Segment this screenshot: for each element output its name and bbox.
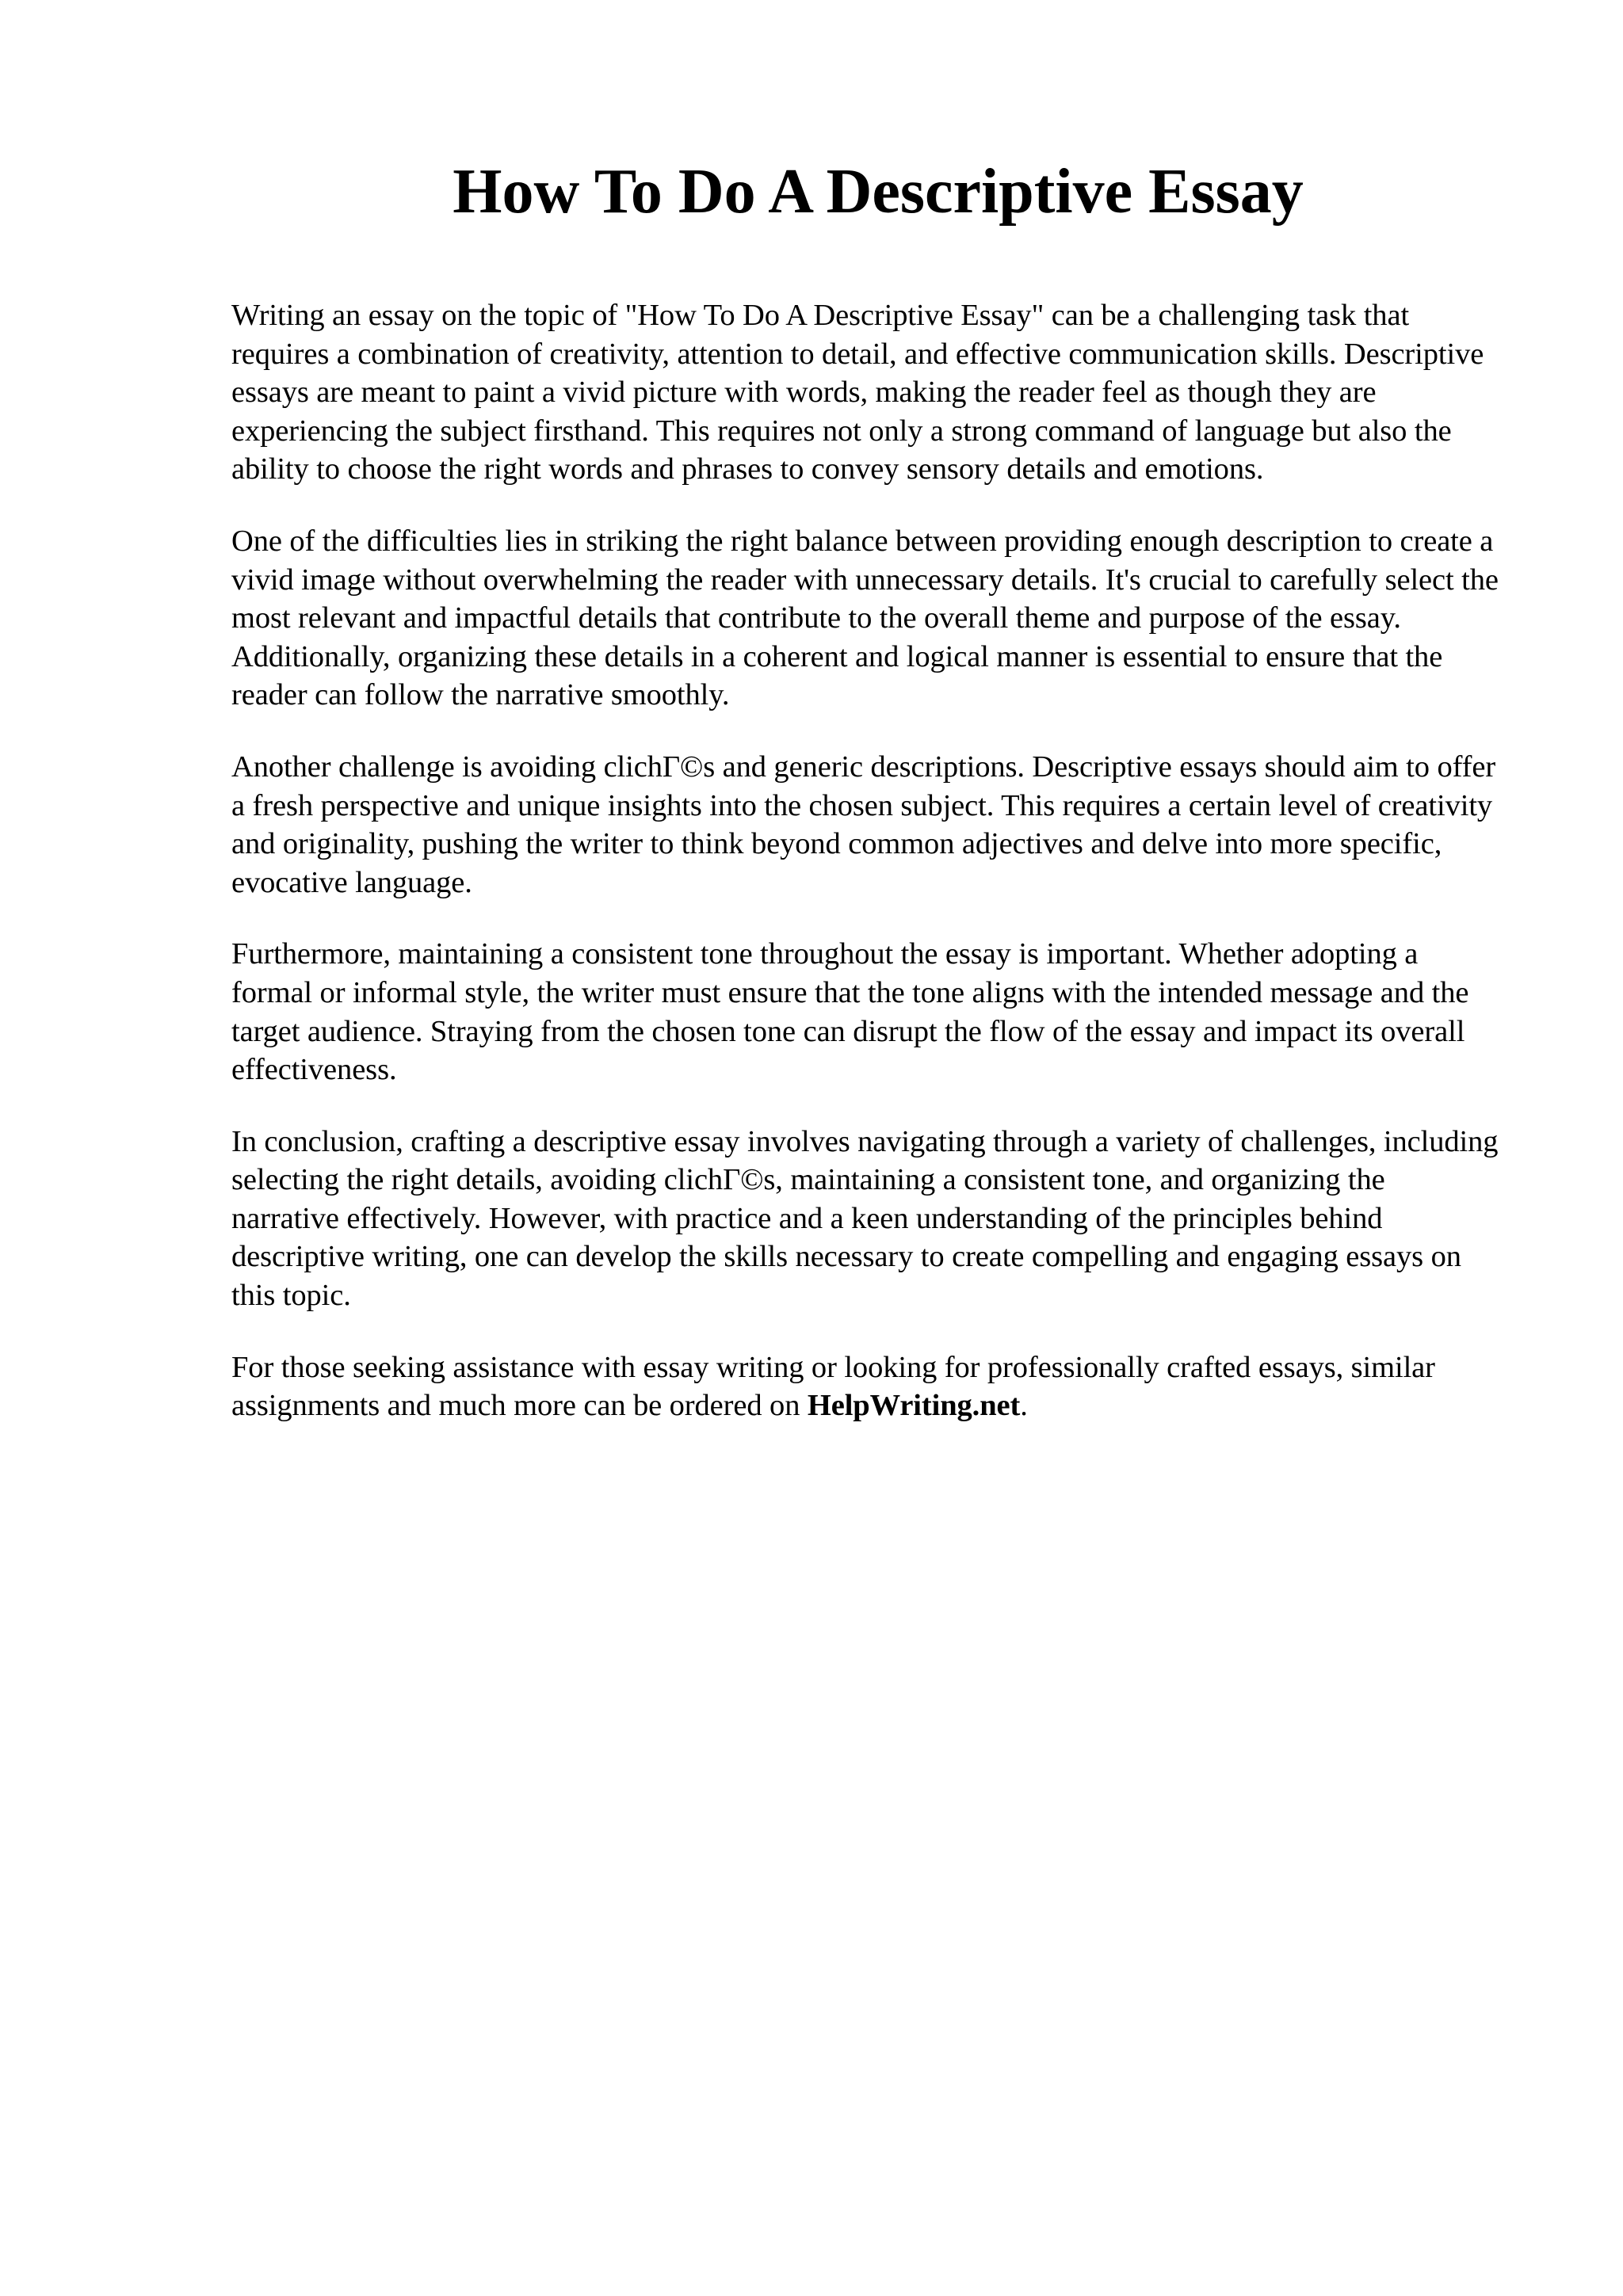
paragraph-closing bbox=[231, 1348, 1499, 1425]
paragraph-intro: Writing an essay on the topic of "How To Do A Descriptive Essay" can be a challenging task that requires a combination of creativity, attention to detail, and effective communication skills. Descriptive essays are meant to paint a vivid picture with words, making the reader feel as though they are experiencing the subject firsthand. This requires not only a strong command of language but also the ability to choose the right words and phrases to convey sensory details and emotions. bbox=[231, 299, 1484, 486]
paragraph-conclusion: In conclusion, crafting a descriptive essay involves navigating through a variety of challenges, including selecting the right details, avoiding clichΓ©s, maintaining a consistent tone, and organizing the narrative effectively. However, with practice and a keen understanding of the principles behind descriptive writing, one can develop the skills necessary to create compelling and engaging essays on this topic. bbox=[231, 1124, 1499, 1313]
closing-period: . bbox=[1020, 1389, 1028, 1423]
paragraph-cliches: Another challenge is avoiding clichΓ©s and generic descriptions. Descriptive essays should aim to offer a fresh perspective and unique insights into the chosen subject. This requires a certain level of creativity and originality, pushing the writer to think beyond common adjectives and delve into more specific, evocative language. bbox=[231, 749, 1496, 899]
paragraph-difficulties: One of the difficulties lies in striking the right balance between providing enough description to create a vivid image without overwhelming the reader with unnecessary details. It's crucial to carefully select the most relevant and impactful details that contribute to the overall theme and purpose of the essay. Additionally, organizing these details in a coherent and logical manner is essential to ensure that the reader can follow the narrative smoothly. bbox=[231, 524, 1499, 712]
document-title: How To Do A Descriptive Essay bbox=[453, 157, 1304, 227]
helpwriting-link[interactable]: HelpWriting.net bbox=[807, 1389, 1021, 1423]
closing-text: For those seeking assistance with essay writing or looking for professionally crafted essays, similar assignments and much more can be ordered on bbox=[231, 1350, 1435, 1423]
document-body bbox=[231, 296, 1499, 1459]
paragraph-tone: Furthermore, maintaining a consistent tone throughout the essay is important. Whether adopting a formal or informal style, the writer must ensure that the tone aligns with the intended message and the target audience. Straying from the chosen tone can disrupt the flow of the essay and impact its overall effectiveness. bbox=[231, 937, 1469, 1087]
